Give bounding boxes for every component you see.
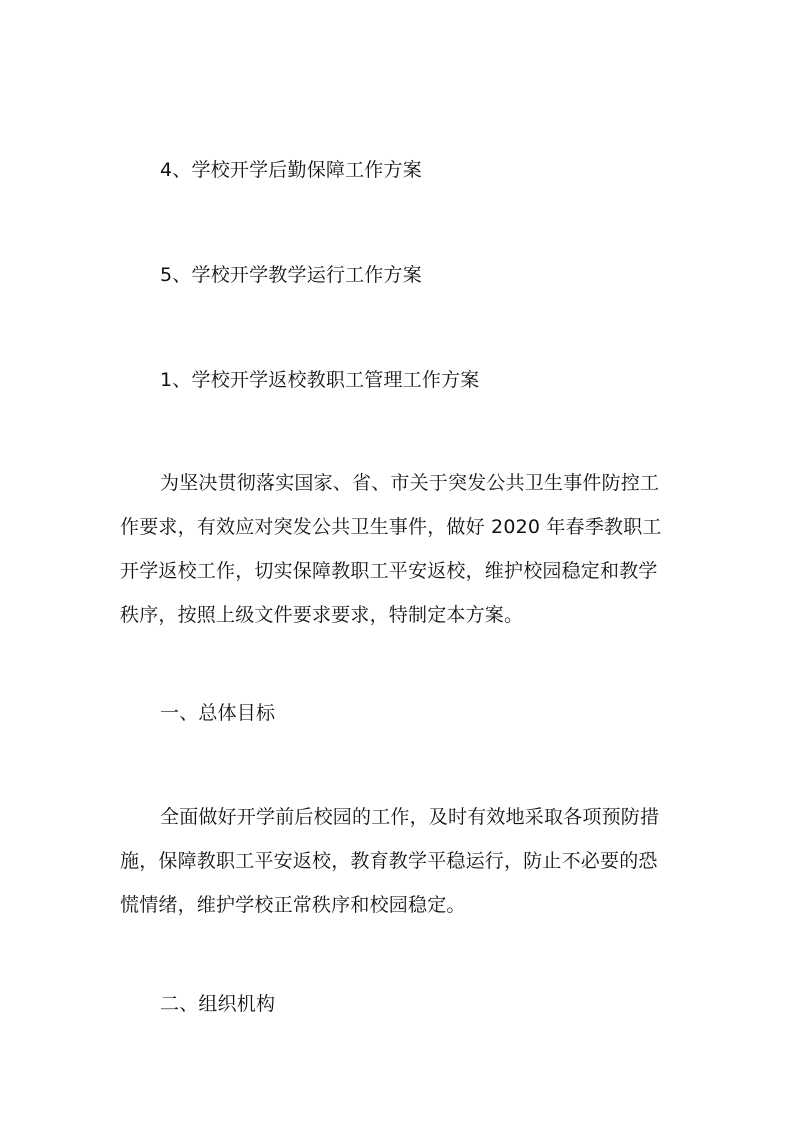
goals-line: 全面做好开学前后校园的工作，及时有效地采取各项预防措 <box>160 806 660 828</box>
intro-line: 秩序，按照上级文件要求要求，特制定本方案。 <box>120 604 524 626</box>
goals-line: 慌情绪，维护学校正常秩序和校园稳定。 <box>120 894 466 916</box>
intro-line: 作要求，有效应对突发公共卫生事件，做好 2020 年春季教职工 <box>120 516 662 538</box>
intro-paragraph <box>120 471 680 647</box>
section-heading-organization: 二、组织机构 <box>160 993 276 1015</box>
plan-item-5: 5、学校开学教学运行工作方案 <box>160 264 422 286</box>
plan-item-1: 1、学校开学返校教职工管理工作方案 <box>160 369 480 391</box>
goals-paragraph <box>120 805 680 937</box>
goals-line: 施，保障教职工平安返校，教育教学平稳运行，防止不必要的恐 <box>120 850 658 872</box>
intro-line: 开学返校工作，切实保障教职工平安返校，维护校园稳定和教学 <box>120 560 658 582</box>
section-heading-goals: 一、总体目标 <box>160 702 276 724</box>
intro-line: 为坚决贯彻落实国家、省、市关于突发公共卫生事件防控工 <box>160 472 660 494</box>
plan-item-4: 4、学校开学后勤保障工作方案 <box>160 159 422 181</box>
